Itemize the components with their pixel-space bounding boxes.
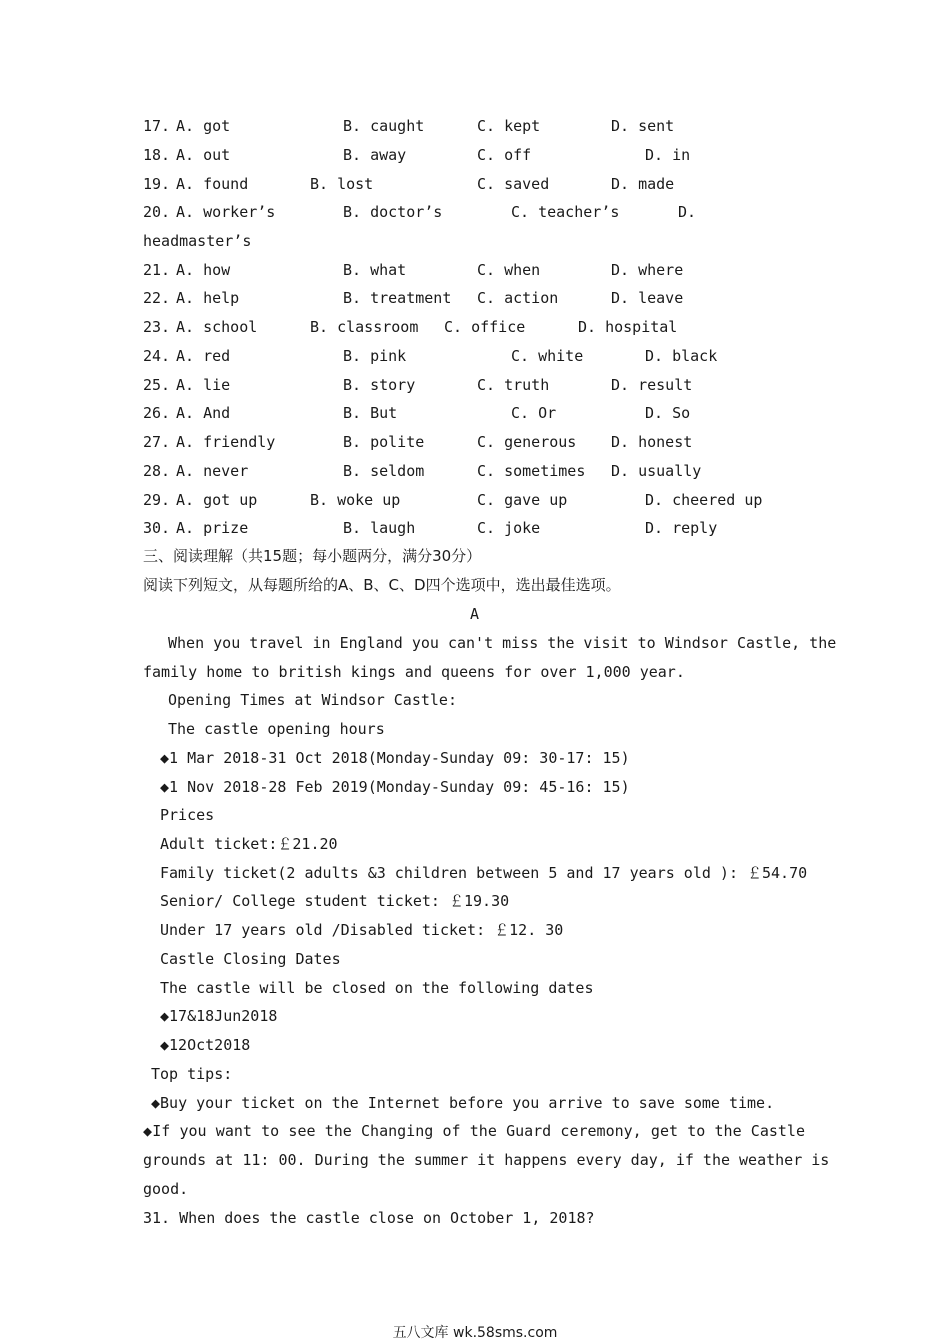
option-c: C. sometimes: [477, 462, 586, 480]
option-c: C. joke: [477, 519, 541, 537]
option-a: A. got up: [176, 491, 258, 509]
option-d: D. cheered up: [645, 491, 763, 509]
question-31: 31. When does the castle close on October 1, 2018?: [143, 1209, 595, 1227]
top-tips-title: Top tips:: [151, 1065, 233, 1083]
option-d: D. usually: [611, 462, 702, 480]
section-instruction: 阅读下列短文，从每题所给的A、B、C、D四个选项中，选出最佳选项。: [143, 576, 621, 594]
option-a: A. never: [176, 462, 249, 480]
option-d: D. black: [645, 347, 718, 365]
price-under17: Under 17 years old /Disabled ticket: ￡12. 30: [160, 921, 564, 939]
option-a: A. found: [176, 175, 249, 193]
option-c: C. when: [477, 261, 541, 279]
option-c: C. teacher’s: [511, 203, 620, 221]
passage-label: A: [470, 605, 480, 623]
option-b: B. But: [343, 404, 398, 422]
option-c: C. kept: [477, 117, 541, 135]
opening-hours-1: ◆1 Mar 2018-31 Oct 2018(Monday-Sunday 09: 30-17: 15): [160, 749, 630, 767]
option-b: B. polite: [343, 433, 425, 451]
option-d: D. in: [645, 146, 691, 164]
option-c: C. gave up: [477, 491, 568, 509]
tip-1: ◆Buy your ticket on the Internet before you arrive to save some time.: [151, 1094, 775, 1112]
option-a: A. prize: [176, 519, 249, 537]
option-b: B. story: [343, 376, 416, 394]
option-c: C. action: [477, 289, 559, 307]
option-b: B. seldom: [343, 462, 425, 480]
price-family: Family ticket(2 adults &3 children between 5 and 17 years old ): ￡54.70: [160, 864, 808, 882]
question-number: 30.: [143, 519, 171, 537]
option-b: B. woke up: [310, 491, 401, 509]
option-b: B. laugh: [343, 519, 416, 537]
option-b: B. classroom: [310, 318, 419, 336]
option-a: A. And: [176, 404, 231, 422]
option-d: D. leave: [611, 289, 684, 307]
footer-watermark: 五八文库 wk.58sms.com: [392, 1325, 558, 1341]
question-number: 26.: [143, 404, 171, 422]
prices-title: Prices: [160, 806, 215, 824]
opening-times-title: Opening Times at Windsor Castle:: [168, 691, 457, 709]
option-b: B. caught: [343, 117, 425, 135]
option-a: A. friendly: [176, 433, 276, 451]
option-d: D. sent: [611, 117, 675, 135]
option-d: D. where: [611, 261, 684, 279]
tip-2-line-1: ◆If you want to see the Changing of the Guard ceremony, get to the Castle: [143, 1122, 805, 1140]
tip-2-line-2: grounds at 11: 00. During the summer it happens every day, if the weather is: [143, 1151, 830, 1169]
option-d: D.: [678, 203, 697, 221]
option-a: A. red: [176, 347, 231, 365]
opening-hours-2: ◆1 Nov 2018-28 Feb 2019(Monday-Sunday 09: 45-16: 15): [160, 778, 630, 796]
tip-2-line-3: good.: [143, 1180, 189, 1198]
question-number: 20.: [143, 203, 171, 221]
option-b: B. treatment: [343, 289, 452, 307]
question-number: 19.: [143, 175, 171, 193]
passage-intro-line-1: When you travel in England you can't miss the visit to Windsor Castle, the: [168, 634, 837, 652]
question-number: 27.: [143, 433, 171, 451]
option-a: A. school: [176, 318, 258, 336]
option-c: C. truth: [477, 376, 550, 394]
question-number: 18.: [143, 146, 171, 164]
closing-date-2: ◆12Oct2018: [160, 1036, 251, 1054]
closing-dates-subtitle: The castle will be closed on the following dates: [160, 979, 594, 997]
option-a: A. worker’s: [176, 203, 276, 221]
price-senior: Senior/ College student ticket: ￡19.30: [160, 892, 510, 910]
question-number: 29.: [143, 491, 171, 509]
option-b: B. what: [343, 261, 407, 279]
question-number: 28.: [143, 462, 171, 480]
question-number: 17.: [143, 117, 171, 135]
option-d: D. honest: [611, 433, 693, 451]
option-a: A. help: [176, 289, 240, 307]
question-number: 25.: [143, 376, 171, 394]
question-number: 23.: [143, 318, 171, 336]
option-a: A. lie: [176, 376, 231, 394]
option-c: C. off: [477, 146, 532, 164]
option-d: D. result: [611, 376, 693, 394]
option-d-continuation: headmaster’s: [143, 232, 252, 250]
question-number: 22.: [143, 289, 171, 307]
option-b: B. doctor’s: [343, 203, 443, 221]
option-c: C. generous: [477, 433, 577, 451]
option-d: D. reply: [645, 519, 718, 537]
section-heading: 三、阅读理解（共15题；每小题两分，满分30分）: [143, 547, 482, 565]
opening-hours-subtitle: The castle opening hours: [168, 720, 385, 738]
question-number: 24.: [143, 347, 171, 365]
option-a: A. out: [176, 146, 231, 164]
option-b: B. away: [343, 146, 407, 164]
closing-date-1: ◆17&18Jun2018: [160, 1007, 278, 1025]
option-d: D. hospital: [578, 318, 678, 336]
option-a: A. got: [176, 117, 231, 135]
option-c: C. Or: [511, 404, 557, 422]
option-c: C. office: [444, 318, 526, 336]
closing-dates-title: Castle Closing Dates: [160, 950, 341, 968]
option-d: D. made: [611, 175, 675, 193]
question-number: 21.: [143, 261, 171, 279]
price-adult: Adult ticket:￡21.20: [160, 835, 338, 853]
option-b: B. pink: [343, 347, 407, 365]
option-a: A. how: [176, 261, 231, 279]
option-c: C. white: [511, 347, 584, 365]
option-d: D. So: [645, 404, 691, 422]
option-c: C. saved: [477, 175, 550, 193]
option-b: B. lost: [310, 175, 374, 193]
passage-intro-line-2: family home to british kings and queens for over 1,000 year.: [143, 663, 685, 681]
